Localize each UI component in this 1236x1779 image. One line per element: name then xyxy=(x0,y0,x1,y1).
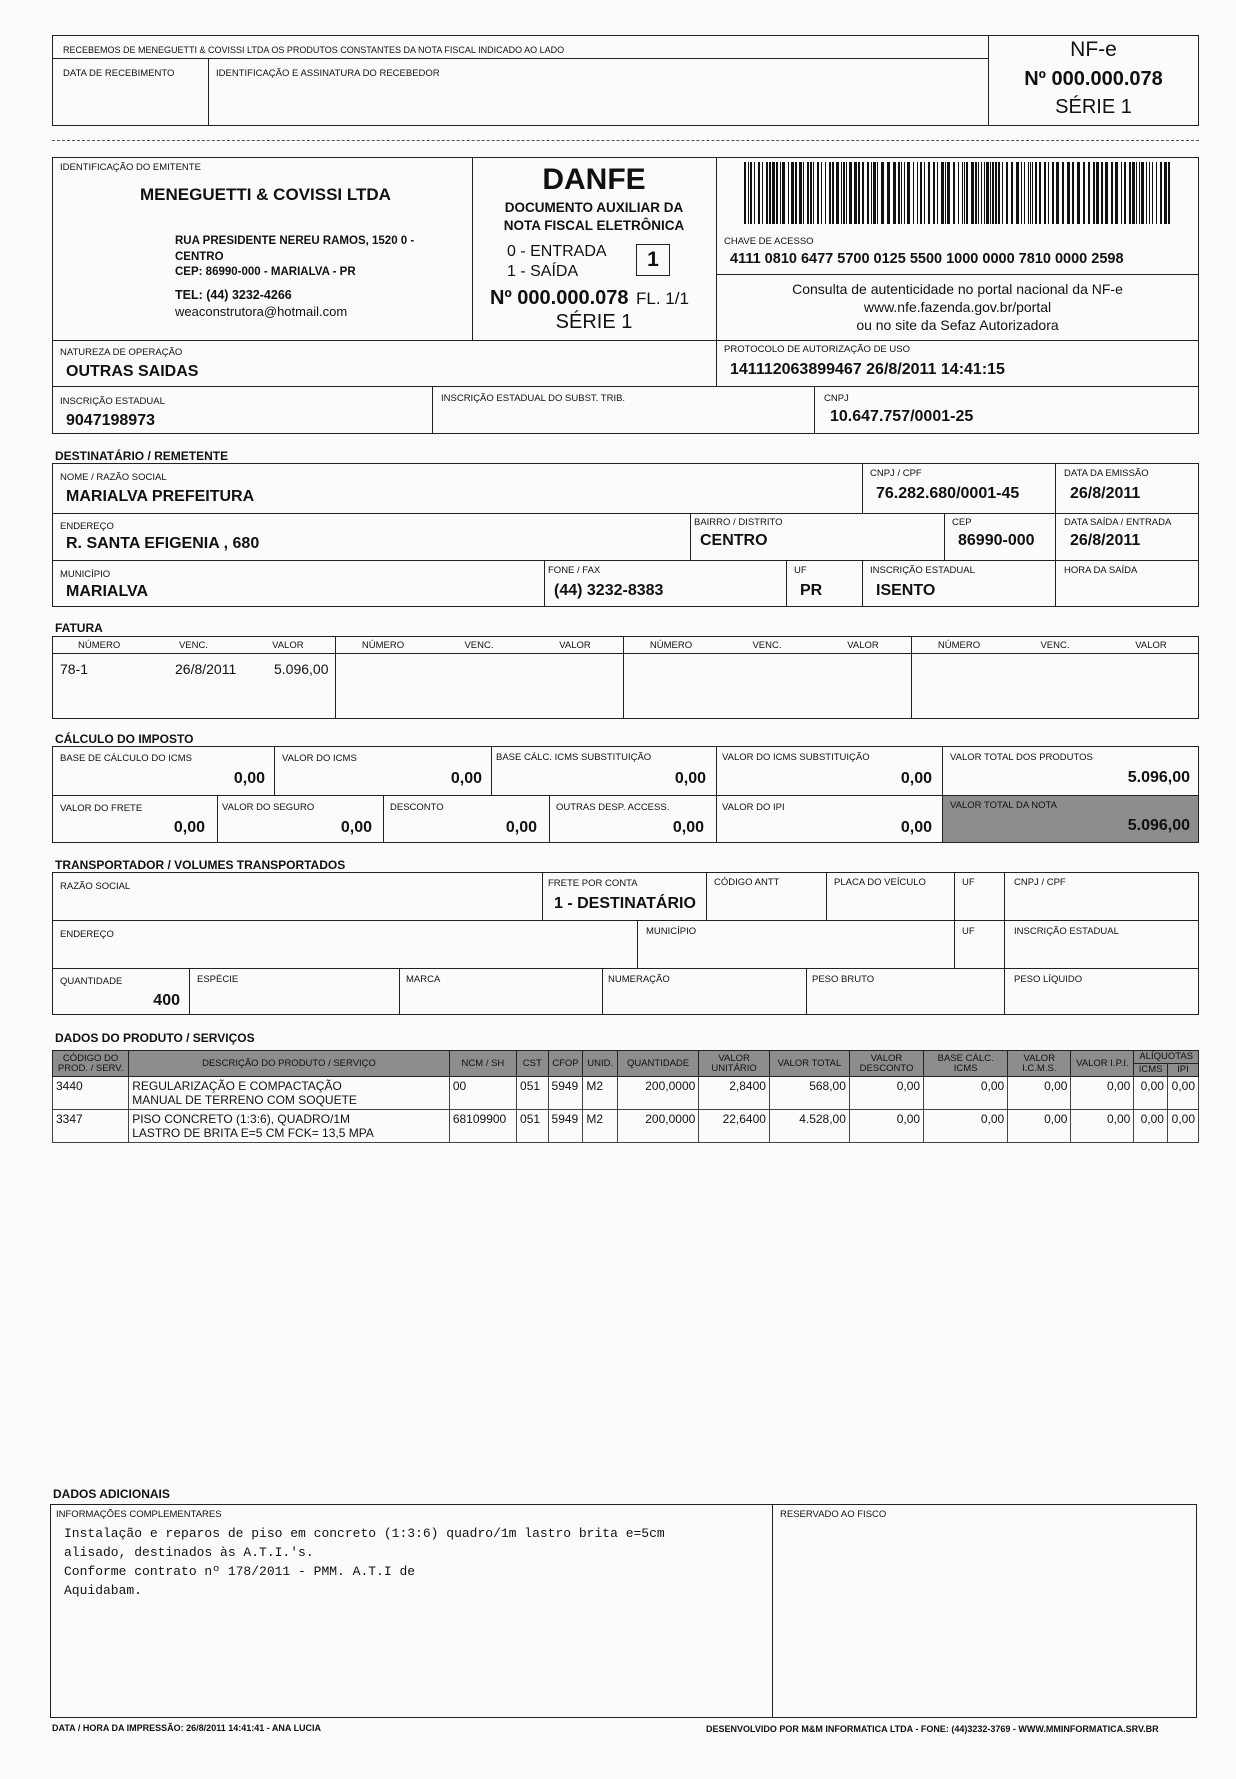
cell-vunit: 22,6400 xyxy=(699,1110,770,1143)
fatura-valor: 5.096,00 xyxy=(274,661,329,677)
dest-fone-label: FONE / FAX xyxy=(548,565,601,576)
receipt-header: RECEBEMOS DE MENEGUETTI & COVISSI LTDA OS PRODUTOS CONSTANTES DA NOTA FISCAL INDICADO AO LADO xyxy=(63,45,565,55)
dest-emissao-label: DATA DA EMISSÃO xyxy=(1064,468,1149,479)
fatura-header-label: VENC. xyxy=(178,640,209,651)
transp-razao-label: RAZÃO SOCIAL xyxy=(60,881,131,892)
fatura-header-label: VALOR xyxy=(272,640,304,651)
base-st-label: BASE CÁLC. ICMS SUBSTITUIÇÃO xyxy=(496,752,652,763)
th-ncm: NCM / SH xyxy=(449,1051,516,1077)
ipi-label: VALOR DO IPI xyxy=(722,802,785,813)
fatura-header-label: VENC. xyxy=(1040,640,1070,651)
th-cod: CÓDIGO DO PROD. / SERV. xyxy=(53,1051,129,1077)
cnpj-label: CNPJ xyxy=(824,393,849,404)
fatura-venc: 26/8/2011 xyxy=(175,661,237,677)
base-icms-label: BASE DE CÁLCULO DO ICMS xyxy=(60,753,192,764)
receipt-date-label: DATA DE RECEBIMENTO xyxy=(63,68,175,79)
frete: 0,00 xyxy=(173,819,205,836)
chave-value: 4111 0810 6477 5700 0125 5500 1000 0000 7810 0000 2598 xyxy=(730,251,1124,267)
emitter-address1: RUA PRESIDENTE NEREU RAMOS, 1520 0 - xyxy=(175,235,415,247)
protocolo-value: 141112063899467 26/8/2011 14:41:15 xyxy=(730,361,1005,378)
cell-cod: 3347 xyxy=(53,1110,129,1143)
chave-label: CHAVE DE ACESSO xyxy=(724,236,814,247)
fatura-header-label: NÚMERO xyxy=(361,640,405,651)
base-st: 0,00 xyxy=(674,770,706,787)
frete-label: VALOR DO FRETE xyxy=(60,803,143,814)
product-table xyxy=(52,1050,1199,1143)
dest-saida: 26/8/2011 xyxy=(1070,532,1141,549)
cell-vicms: 0,00 xyxy=(1008,1110,1071,1143)
danfe-number: Nº 000.000.078 xyxy=(490,287,629,309)
receipt-nfe: NF-e xyxy=(1070,38,1117,61)
dest-municipio-label: MUNICÍPIO xyxy=(60,569,111,580)
dest-endereco: R. SANTA EFIGENIA , 680 xyxy=(66,535,260,552)
transp-bruto-label: PESO BRUTO xyxy=(812,974,875,985)
th-cfop: CFOP xyxy=(548,1051,583,1077)
consulta-line1: Consulta de autenticidade no portal nacional da NF-e xyxy=(792,281,1123,297)
danfe-subtitle1: DOCUMENTO AUXILIAR DA xyxy=(504,200,684,215)
dest-nome: MARIALVA PREFEITURA xyxy=(66,488,255,505)
info-line3: Conforme contrato nº 178/2011 - PMM. A.T.I de xyxy=(64,1564,416,1579)
cell-desc-line1: PISO CONCRETO (1:3:6), QUADRO/1M xyxy=(132,1112,351,1126)
valor-st-label: VALOR DO ICMS SUBSTITUIÇÃO xyxy=(722,752,870,763)
outras: 0,00 xyxy=(672,819,704,836)
th-desc: DESCRIÇÃO DO PRODUTO / SERVIÇO xyxy=(129,1051,450,1077)
cnpj-value: 10.647.757/0001-25 xyxy=(830,408,974,425)
cell-vdesc: 0,00 xyxy=(849,1110,923,1143)
fatura-header-label: VENC. xyxy=(752,640,782,651)
cell-cfop: 5949 xyxy=(548,1077,583,1110)
th-vicms: VALOR I.C.M.S. xyxy=(1008,1051,1071,1077)
barcode xyxy=(744,162,1177,224)
dest-emissao: 26/8/2011 xyxy=(1070,485,1141,502)
transp-cnpj-label: CNPJ / CPF xyxy=(1014,877,1066,888)
transp-especie-label: ESPÉCIE xyxy=(197,974,239,985)
cut-line xyxy=(52,140,1199,141)
ipi: 0,00 xyxy=(900,819,932,836)
desconto: 0,00 xyxy=(505,819,537,836)
total-prod: 5.096,00 xyxy=(1127,769,1190,786)
info-line2: alisado, destinados às A.T.I.'s. xyxy=(64,1545,314,1560)
outras-label: OUTRAS DESP. ACCESS. xyxy=(556,802,670,813)
imposto-section: CÁLCULO DO IMPOSTO xyxy=(55,732,194,746)
dest-nome-label: NOME / RAZÃO SOCIAL xyxy=(60,472,167,483)
transp-marca-label: MARCA xyxy=(406,974,441,985)
dest-saida-label: DATA SAÍDA / ENTRADA xyxy=(1064,517,1172,528)
cell-desc-line1: REGULARIZAÇÃO E COMPACTAÇÃO xyxy=(132,1079,342,1093)
emitter-email: weaconstrutora@hotmail.com xyxy=(175,304,348,319)
fatura-header-label: VALOR xyxy=(559,640,591,651)
dest-ie-label: INSCRIÇÃO ESTADUAL xyxy=(870,565,975,576)
danfe-serie: SÉRIE 1 xyxy=(555,311,633,333)
info-label: INFORMAÇÕES COMPLEMENTARES xyxy=(56,1509,222,1520)
cell-cod: 3440 xyxy=(53,1077,129,1110)
transp-municipio-label: MUNICÍPIO xyxy=(646,926,697,937)
footer-left: DATA / HORA DA IMPRESSÃO: 26/8/2011 14:41:41 - ANA LUCIA xyxy=(52,1723,322,1733)
emitter-name: MENEGUETTI & COVISSI LTDA xyxy=(140,185,391,204)
receipt-serie: SÉRIE 1 xyxy=(1055,96,1132,118)
valor-icms-label: VALOR DO ICMS xyxy=(282,753,357,764)
receipt-sign-label: IDENTIFICAÇÃO E ASSINATURA DO RECEBEDOR xyxy=(216,68,440,79)
ie-value: 9047198973 xyxy=(66,412,155,429)
dest-uf: PR xyxy=(800,582,823,599)
emitter-cep: CEP: 86990-000 - MARIALVA - PR xyxy=(175,266,356,278)
cell-vunit: 2,8400 xyxy=(699,1077,770,1110)
cell-unid: M2 xyxy=(583,1077,618,1110)
transp-numeracao-label: NUMERAÇÃO xyxy=(608,974,670,985)
th-aicms: ICMS xyxy=(1134,1064,1168,1077)
transp-placa-label: PLACA DO VEÍCULO xyxy=(834,877,926,888)
desconto-label: DESCONTO xyxy=(390,802,444,813)
fatura-header-label: NÚMERO xyxy=(78,640,121,651)
fatura-section: FATURA xyxy=(55,621,103,635)
dest-cnpj: 76.282.680/0001-45 xyxy=(876,485,1020,502)
cell-vipi: 0,00 xyxy=(1071,1077,1134,1110)
cell-aipi: 0,00 xyxy=(1167,1077,1198,1110)
transp-qtd-label: QUANTIDADE xyxy=(60,976,123,987)
ie-st-label: INSCRIÇÃO ESTADUAL DO SUBST. TRIB. xyxy=(441,393,626,404)
receipt-number: Nº 000.000.078 xyxy=(1024,68,1163,90)
total-prod-label: VALOR TOTAL DOS PRODUTOS xyxy=(950,752,1093,763)
ie-label: INSCRIÇÃO ESTADUAL xyxy=(60,396,165,407)
dest-fone: (44) 3232-8383 xyxy=(554,582,664,599)
adicionais-section: DADOS ADICIONAIS xyxy=(53,1487,170,1501)
danfe-subtitle2: NOTA FISCAL ELETRÔNICA xyxy=(503,218,685,233)
table-row xyxy=(53,1110,1199,1143)
dest-uf-label: UF xyxy=(794,565,807,576)
dest-cep: 86990-000 xyxy=(958,532,1035,549)
dest-bairro-label: BAIRRO / DISTRITO xyxy=(694,517,783,528)
fatura-header-label: VALOR xyxy=(1135,640,1167,651)
dest-bairro: CENTRO xyxy=(700,532,768,549)
cell-aicms: 0,00 xyxy=(1134,1077,1168,1110)
fatura-header-label: VALOR xyxy=(847,640,879,651)
seguro-label: VALOR DO SEGURO xyxy=(222,802,315,813)
seguro: 0,00 xyxy=(340,819,372,836)
dest-section: DESTINATÁRIO / REMETENTE xyxy=(55,449,229,463)
transp-frete: 1 - DESTINATÁRIO xyxy=(554,895,696,912)
total-nota-label: VALOR TOTAL DA NOTA xyxy=(950,800,1057,811)
transp-uf2-label: UF xyxy=(962,926,975,937)
transp-endereco-label: ENDEREÇO xyxy=(60,929,114,940)
th-base: BASE CÁLC. ICMS xyxy=(924,1051,1008,1077)
danfe-title: DANFE xyxy=(542,163,646,196)
footer-right: DESENVOLVIDO POR M&M INFORMATICA LTDA - FONE: (44)3232-3769 - WWW.MMINFORMATICA.SRV.BR xyxy=(706,1724,1159,1734)
cell-vtotal: 568,00 xyxy=(769,1077,849,1110)
th-vipi: VALOR I.P.I. xyxy=(1071,1051,1134,1077)
fatura-numero: 78-1 xyxy=(60,661,89,677)
cell-vicms: 0,00 xyxy=(1008,1077,1071,1110)
cell-unid: M2 xyxy=(583,1110,618,1143)
transp-section: TRANSPORTADOR / VOLUMES TRANSPORTADOS xyxy=(55,858,346,872)
th-cst: CST xyxy=(517,1051,548,1077)
table-row xyxy=(53,1077,1199,1110)
cell-cst: 051 xyxy=(517,1077,548,1110)
th-aliq: ALÍQUOTAS xyxy=(1134,1051,1199,1064)
cell-qtd: 200,0000 xyxy=(617,1110,698,1143)
cell-aicms: 0,00 xyxy=(1134,1110,1168,1143)
total-nota: 5.096,00 xyxy=(1127,817,1190,834)
transp-block xyxy=(52,872,1199,1015)
base-icms: 0,00 xyxy=(233,770,265,787)
cell-vipi: 0,00 xyxy=(1071,1110,1134,1143)
dest-endereco-label: ENDEREÇO xyxy=(60,521,114,532)
produtos-section: DADOS DO PRODUTO / SERVIÇOS xyxy=(55,1031,255,1045)
cell-desc xyxy=(129,1110,450,1143)
info-line4: Aquidabam. xyxy=(64,1583,143,1598)
transp-qtd: 400 xyxy=(153,992,180,1009)
cell-cfop: 5949 xyxy=(548,1110,583,1143)
th-unid: UNID. xyxy=(583,1051,618,1077)
th-vtotal: VALOR TOTAL xyxy=(769,1051,849,1077)
fatura-header-label: NÚMERO xyxy=(937,640,981,651)
danfe-entrada: 0 - ENTRADA xyxy=(507,243,607,260)
dest-cep-label: CEP xyxy=(952,517,972,528)
transp-uf-label: UF xyxy=(962,877,975,888)
th-aipi: IPI xyxy=(1167,1064,1198,1077)
fatura-header-label: VENC. xyxy=(464,640,494,651)
consulta-line3: ou no site da Sefaz Autorizadora xyxy=(856,317,1059,333)
fatura-header-label: NÚMERO xyxy=(649,640,693,651)
cell-aipi: 0,00 xyxy=(1167,1110,1198,1143)
th-qtd: QUANTIDADE xyxy=(617,1051,698,1077)
cell-ncm: 00 xyxy=(449,1077,516,1110)
cell-desc-line2: LASTRO DE BRITA E=5 CM FCK= 13,5 MPA xyxy=(132,1126,374,1140)
cell-desc xyxy=(129,1077,450,1110)
dest-hora-label: HORA DA SAÍDA xyxy=(1064,565,1138,576)
natureza-label: NATUREZA DE OPERAÇÃO xyxy=(60,347,183,358)
info-line1: Instalação e reparos de piso em concreto (1:3:6) quadro/1m lastro brita e=5cm xyxy=(64,1526,665,1541)
th-vunit: VALOR UNITÁRIO xyxy=(699,1051,770,1077)
cell-vdesc: 0,00 xyxy=(849,1077,923,1110)
th-vdesc: VALOR DESCONTO xyxy=(849,1051,923,1077)
cell-vtotal: 4.528,00 xyxy=(769,1110,849,1143)
consulta-line2: www.nfe.fazenda.gov.br/portal xyxy=(863,299,1052,315)
emitter-address2: CENTRO xyxy=(175,251,224,263)
danfe-folha: FL. 1/1 xyxy=(636,289,689,308)
cell-base: 0,00 xyxy=(924,1110,1008,1143)
natureza-value: OUTRAS SAIDAS xyxy=(66,363,199,380)
transp-frete-label: FRETE POR CONTA xyxy=(548,878,638,889)
emitter-label: IDENTIFICAÇÃO DO EMITENTE xyxy=(60,162,201,173)
transp-ie-label: INSCRIÇÃO ESTADUAL xyxy=(1014,926,1119,937)
emitter-tel: TEL: (44) 3232-4266 xyxy=(175,288,292,302)
protocolo-label: PROTOCOLO DE AUTORIZAÇÃO DE USO xyxy=(724,344,910,355)
dest-cnpj-label: CNPJ / CPF xyxy=(870,468,922,479)
cell-cst: 051 xyxy=(517,1110,548,1143)
transp-liquido-label: PESO LÍQUIDO xyxy=(1014,974,1083,985)
cell-ncm: 68109900 xyxy=(449,1110,516,1143)
cell-base: 0,00 xyxy=(924,1077,1008,1110)
valor-icms: 0,00 xyxy=(450,770,482,787)
fisco-label: RESERVADO AO FISCO xyxy=(780,1509,887,1520)
valor-st: 0,00 xyxy=(900,770,932,787)
danfe-tipo: 1 xyxy=(636,244,670,276)
dest-ie: ISENTO xyxy=(876,582,936,599)
danfe-saida: 1 - SAÍDA xyxy=(507,263,579,280)
transp-antt-label: CÓDIGO ANTT xyxy=(714,877,780,888)
cell-desc-line2: MANUAL DE TERRENO COM SOQUETE xyxy=(132,1093,357,1107)
cell-qtd: 200,0000 xyxy=(617,1077,698,1110)
dest-municipio: MARIALVA xyxy=(66,583,149,600)
